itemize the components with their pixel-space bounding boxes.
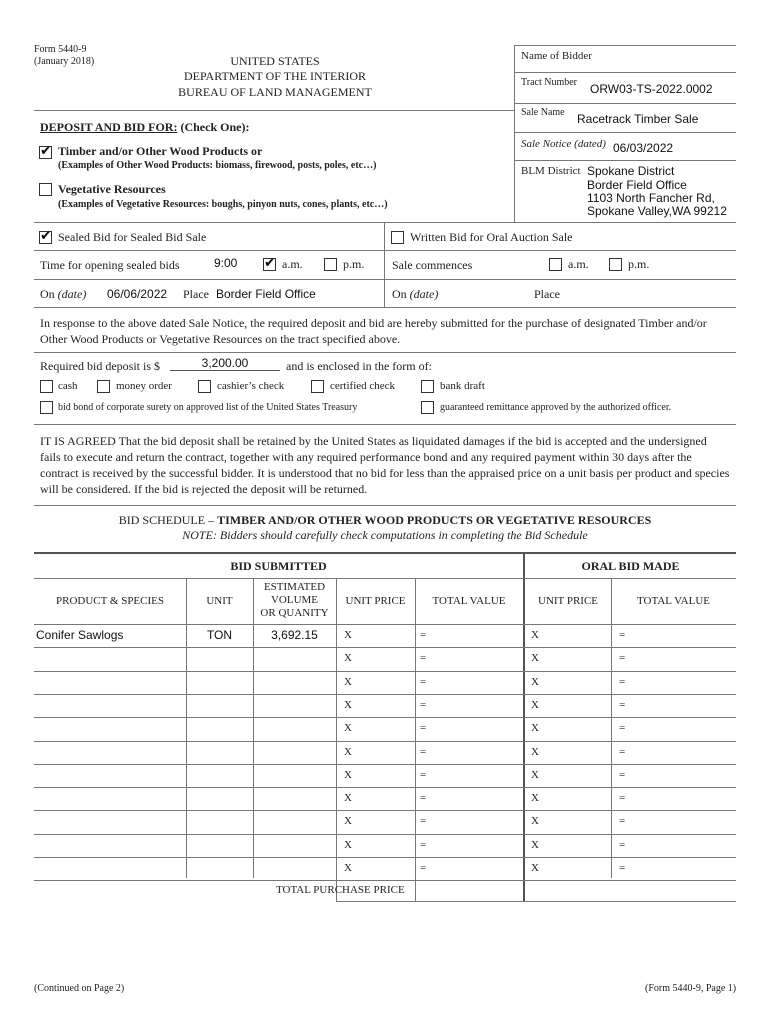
sale-name-value[interactable]: Racetrack Timber Sale	[577, 112, 699, 126]
bid-bond-label: bid bond of corporate surety on approved list of the United States Treasury	[58, 402, 358, 413]
row-oral-total-eq: =	[619, 768, 626, 781]
row-oral-unit-x: X	[531, 698, 539, 711]
place-label: Place	[183, 287, 209, 301]
cashiers-check-label: cashier’s check	[217, 380, 285, 392]
col-oral-unit-price: UNIT PRICE	[538, 595, 598, 607]
row-total-eq: =	[420, 745, 427, 758]
row-oral-unit-x: X	[531, 652, 539, 665]
written-bid-checkbox[interactable]	[391, 231, 404, 244]
guaranteed-remittance-checkbox[interactable]	[421, 401, 434, 414]
row-oral-total-eq: =	[619, 862, 626, 874]
col-unit-price: UNIT PRICE	[345, 595, 406, 607]
form-number: Form 5440-9	[34, 44, 87, 55]
bank-draft-checkbox[interactable]	[421, 380, 434, 393]
row-oral-unit-x: X	[531, 722, 539, 735]
row-total-eq: =	[420, 629, 427, 641]
row-total-eq: =	[420, 698, 427, 711]
tract-number-value[interactable]: ORW03-TS-2022.0002	[590, 82, 713, 96]
row-oral-total-eq: =	[619, 629, 626, 641]
table-row-divider	[34, 647, 736, 648]
row-unit-price-x: X	[344, 862, 352, 874]
row-oral-unit-x: X	[531, 629, 539, 641]
right-on-date-label: On (date)	[392, 287, 439, 301]
row-total-eq: =	[420, 768, 427, 781]
row-oral-total-eq: =	[619, 698, 626, 711]
row-product[interactable]: Conifer Sawlogs	[36, 628, 124, 642]
row-total-eq: =	[420, 675, 427, 688]
row-oral-total-eq: =	[619, 792, 626, 805]
row-oral-total-eq: =	[619, 675, 626, 688]
certified-check-checkbox[interactable]	[311, 380, 324, 393]
schedule-title: BID SCHEDULE – TIMBER AND/OR OTHER WOOD PRODUCTS OR VEGETATIVE RESOURCES	[118, 513, 652, 527]
row-oral-unit-x: X	[531, 675, 539, 688]
agency-line-2: DEPARTMENT OF THE INTERIOR	[183, 69, 367, 83]
guaranteed-remittance-label: guaranteed remittance approved by the authorized officer.	[440, 402, 672, 413]
deposit-amount-value[interactable]: 3,200.00	[170, 356, 280, 371]
table-row-divider	[34, 857, 736, 858]
row-unit-price-x: X	[344, 792, 352, 805]
sale-am-label: a.m.	[568, 257, 589, 271]
row-unit-price-x: X	[344, 652, 352, 665]
row-total-eq: =	[420, 838, 427, 851]
district-line-1[interactable]: Spokane District	[587, 164, 675, 178]
divider	[514, 72, 736, 73]
table-row-divider	[34, 787, 736, 788]
col-volume-3: OR QUANITY	[260, 607, 329, 619]
money-order-label: money order	[116, 380, 172, 392]
sale-pm-label: p.m.	[628, 257, 650, 271]
col-volume-1: ESTIMATED	[263, 581, 326, 593]
pm-checkbox[interactable]	[324, 258, 337, 271]
district-line-2[interactable]: Border Field Office	[587, 178, 687, 192]
am-label: a.m.	[282, 257, 303, 271]
timber-checkbox[interactable]	[39, 146, 52, 159]
bid-submitted-header: BID SUBMITTED	[230, 559, 327, 573]
timber-examples: (Examples of Other Wood Products: biomass, firewood, posts, poles, etc…)	[58, 160, 377, 171]
divider	[34, 505, 736, 506]
cash-label: cash	[58, 380, 78, 392]
row-oral-unit-x: X	[531, 745, 539, 758]
row-unit-price-x: X	[344, 629, 352, 641]
sale-am-checkbox[interactable]	[549, 258, 562, 271]
divider	[34, 352, 736, 353]
form-date: (January 2018)	[34, 56, 95, 67]
sale-pm-checkbox[interactable]	[609, 258, 622, 271]
divider	[415, 578, 416, 901]
table-row-divider	[34, 741, 736, 742]
place-value[interactable]: Border Field Office	[216, 287, 316, 301]
cash-checkbox[interactable]	[40, 380, 53, 393]
divider	[34, 279, 736, 280]
bank-draft-label: bank draft	[440, 380, 485, 392]
table-row-divider	[34, 694, 736, 695]
sale-commences-label: Sale commences	[392, 258, 473, 272]
divider	[514, 45, 736, 46]
divider	[384, 222, 385, 307]
on-date-label: On (date)	[40, 287, 87, 301]
row-oral-total-eq: =	[619, 838, 626, 851]
opening-time-label: Time for opening sealed bids	[40, 258, 180, 272]
row-oral-unit-x: X	[531, 768, 539, 781]
divider	[514, 103, 736, 104]
divider	[514, 160, 736, 161]
oral-bid-header: ORAL BID MADE	[581, 559, 680, 573]
col-volume-2: VOLUME	[270, 594, 319, 606]
divider	[336, 578, 337, 901]
row-oral-total-eq: =	[619, 815, 626, 828]
divider	[34, 250, 736, 251]
col-total-value: TOTAL VALUE	[432, 595, 506, 607]
sale-notice-value[interactable]: 06/03/2022	[613, 141, 674, 155]
sale-name-label: Sale Name	[521, 107, 565, 118]
on-date-value[interactable]: 06/06/2022	[107, 287, 168, 301]
district-line-3[interactable]: 1103 North Fancher Rd,	[587, 191, 715, 205]
table-row-divider	[34, 834, 736, 835]
divider	[34, 624, 736, 625]
table-row-divider	[34, 764, 736, 765]
col-product: PRODUCT & SPECIES	[56, 595, 164, 607]
agency-line-1: UNITED STATES	[230, 54, 320, 68]
continued-note: (Continued on Page 2)	[34, 983, 125, 994]
table-row-divider	[34, 717, 736, 718]
row-unit-price-x: X	[344, 768, 352, 781]
table-row-divider	[34, 880, 736, 881]
am-checkbox[interactable]	[263, 258, 276, 271]
deposit-heading: DEPOSIT AND BID FOR: (Check One):	[40, 120, 250, 134]
response-paragraph: In response to the above dated Sale Notice, the required deposit and bid are hereby submitted for the purchase of designated Timber and/or Other Wood Products or Vegetative Resources on the tract specified above.	[40, 316, 707, 346]
agreement-paragraph: IT IS AGREED That the bid deposit shall be retained by the United States as liquidated damages if the bid is accepted and the undersigned fails to execute and return the contract, together with any required performance bond and any required payment within 30 days after the contract is received by the successful bidder. It is understood that no bid for less than the appraised price on a unit basis per product and species will be considered. If the bid is rejected the deposit will be returned.	[40, 434, 730, 496]
bid-bond-checkbox[interactable]	[40, 401, 53, 414]
opening-time-value[interactable]: 9:00	[214, 256, 238, 270]
divider	[34, 552, 736, 554]
divider	[34, 424, 736, 425]
row-oral-total-eq: =	[619, 722, 626, 735]
blm-district-label: BLM District	[521, 165, 581, 177]
agency-line-3: BUREAU OF LAND MANAGEMENT	[178, 85, 372, 99]
money-order-checkbox[interactable]	[97, 380, 110, 393]
row-total-eq: =	[420, 862, 427, 874]
bidder-name-label: Name of Bidder	[521, 50, 592, 62]
row-oral-unit-x: X	[531, 838, 539, 851]
row-unit-price-x: X	[344, 838, 352, 851]
row-total-eq: =	[420, 815, 427, 828]
row-oral-unit-x: X	[531, 792, 539, 805]
divider	[336, 901, 736, 902]
row-volume[interactable]: 3,692.15	[271, 628, 318, 642]
right-place-label: Place	[534, 287, 560, 301]
sealed-bid-label: Sealed Bid for Sealed Bid Sale	[58, 230, 207, 244]
divider	[34, 110, 514, 111]
col-oral-total: TOTAL VALUE	[637, 595, 710, 607]
divider	[34, 222, 736, 223]
row-oral-total-eq: =	[619, 745, 626, 758]
timber-label: Timber and/or Other Wood Products or	[58, 144, 263, 158]
deposit-form-label: and is enclosed in the form of:	[286, 359, 432, 373]
district-line-4[interactable]: Spokane Valley,WA 99212	[587, 204, 727, 218]
row-unit-price-x: X	[344, 745, 352, 758]
pm-label: p.m.	[343, 257, 365, 271]
divider	[34, 578, 736, 579]
col-unit: UNIT	[206, 595, 233, 607]
vegetative-label: Vegetative Resources	[58, 182, 166, 196]
row-total-eq: =	[420, 792, 427, 805]
table-row-divider	[34, 671, 736, 672]
row-oral-unit-x: X	[531, 862, 539, 874]
row-unit-price-x: X	[344, 698, 352, 711]
row-oral-total-eq: =	[619, 652, 626, 665]
row-unit[interactable]: TON	[206, 628, 233, 642]
row-total-eq: =	[420, 722, 427, 735]
deposit-amount-label: Required bid deposit is $	[40, 359, 160, 373]
page-note: (Form 5440-9, Page 1)	[645, 983, 737, 994]
schedule-note: NOTE: Bidders should carefully check computations in completing the Bid Schedule	[182, 528, 588, 542]
sealed-bid-checkbox[interactable]	[39, 231, 52, 244]
row-unit-price-x: X	[344, 815, 352, 828]
certified-check-label: certified check	[330, 380, 396, 392]
sale-notice-label: Sale Notice (dated)	[521, 138, 606, 150]
tract-number-label: Tract Number	[521, 77, 578, 88]
cashiers-check-checkbox[interactable]	[198, 380, 211, 393]
written-bid-label: Written Bid for Oral Auction Sale	[410, 230, 573, 244]
vegetative-checkbox[interactable]	[39, 183, 52, 196]
divider	[34, 307, 736, 308]
total-purchase-label: TOTAL PURCHASE PRICE	[276, 884, 405, 896]
row-total-eq: =	[420, 652, 427, 665]
row-unit-price-x: X	[344, 675, 352, 688]
row-oral-unit-x: X	[531, 815, 539, 828]
row-unit-price-x: X	[344, 722, 352, 735]
table-row-divider	[34, 810, 736, 811]
divider	[514, 132, 736, 133]
vegetative-examples: (Examples of Vegetative Resources: boughs, pinyon nuts, cones, plants, etc…)	[58, 199, 388, 210]
